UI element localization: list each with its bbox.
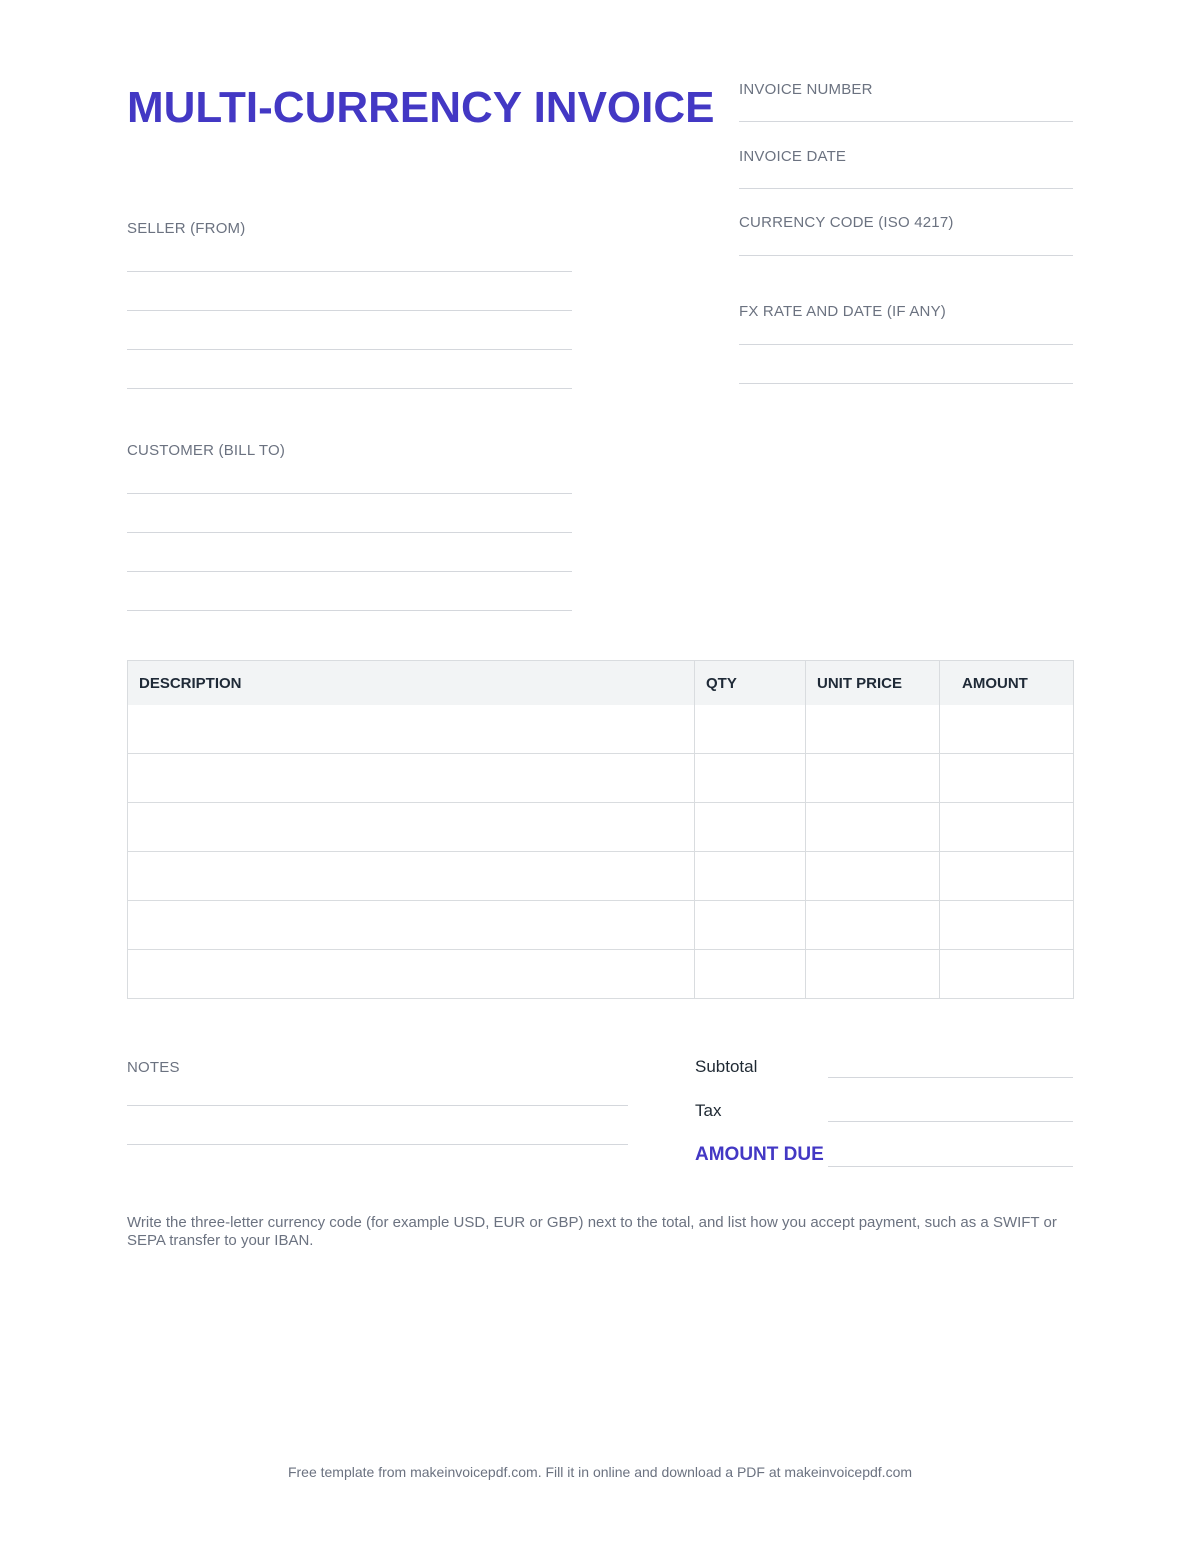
unit-price-cell[interactable] (806, 950, 940, 999)
table-header-row (128, 661, 1074, 706)
customer-field-line-2[interactable] (127, 532, 572, 533)
qty-cell[interactable] (695, 705, 806, 754)
qty-cell[interactable] (695, 754, 806, 803)
table-row (128, 705, 1074, 754)
amount-due-label: AMOUNT DUE (695, 1144, 824, 1165)
unit-price-cell[interactable] (806, 754, 940, 803)
fx-rate-field-line-2[interactable] (739, 383, 1073, 384)
fx-rate-field-line-1[interactable] (739, 344, 1073, 345)
line-items-table (127, 660, 1074, 999)
qty-cell[interactable] (695, 950, 806, 999)
table-row (128, 950, 1074, 999)
customer-field-line-3[interactable] (127, 571, 572, 572)
unit-price-cell[interactable] (806, 803, 940, 852)
amount-cell[interactable] (940, 754, 1074, 803)
amount-cell[interactable] (940, 950, 1074, 999)
seller-label: SELLER (FROM) (127, 220, 246, 237)
unit-price-cell[interactable] (806, 901, 940, 950)
amount-cell[interactable] (940, 901, 1074, 950)
qty-cell[interactable] (695, 852, 806, 901)
table-row (128, 803, 1074, 852)
column-header-amount: AMOUNT (940, 661, 1074, 706)
seller-field-line-2[interactable] (127, 310, 572, 311)
amount-due-field[interactable] (828, 1166, 1073, 1167)
seller-field-line-1[interactable] (127, 271, 572, 272)
invoice-date-label: INVOICE DATE (739, 148, 847, 165)
table-row (128, 754, 1074, 803)
amount-cell[interactable] (940, 705, 1074, 754)
payment-instructions: Write the three-letter currency code (for example USD, EUR or GBP) next to the total, and list how you accept payment, such as a SWIFT or SEPA transfer to your IBAN. (127, 1214, 1057, 1249)
column-header-qty: QTY (695, 661, 806, 706)
invoice-date-field[interactable] (739, 188, 1073, 189)
footer-text: Free template from makeinvoicepdf.com. Fill it in online and download a PDF at makeinvoicepdf.com (287, 1464, 913, 1480)
description-cell[interactable] (128, 705, 695, 754)
seller-field-line-3[interactable] (127, 349, 572, 350)
customer-field-line-1[interactable] (127, 493, 572, 494)
currency-code-label: CURRENCY CODE (ISO 4217) (739, 214, 954, 231)
description-cell[interactable] (128, 950, 695, 999)
table-row (128, 852, 1074, 901)
description-cell[interactable] (128, 852, 695, 901)
fx-rate-label: FX RATE AND DATE (IF ANY) (739, 303, 946, 320)
customer-label: CUSTOMER (BILL TO) (127, 442, 286, 459)
column-header-unit-price: UNIT PRICE (806, 661, 940, 706)
description-cell[interactable] (128, 803, 695, 852)
unit-price-cell[interactable] (806, 852, 940, 901)
unit-price-cell[interactable] (806, 705, 940, 754)
invoice-number-label: INVOICE NUMBER (739, 81, 873, 98)
seller-field-line-4[interactable] (127, 388, 572, 389)
description-cell[interactable] (128, 901, 695, 950)
qty-cell[interactable] (695, 803, 806, 852)
invoice-number-field[interactable] (739, 121, 1073, 122)
subtotal-label: Subtotal (695, 1057, 758, 1076)
notes-label: NOTES (127, 1059, 180, 1076)
amount-cell[interactable] (940, 852, 1074, 901)
column-header-description: DESCRIPTION (128, 661, 695, 706)
description-cell[interactable] (128, 754, 695, 803)
amount-cell[interactable] (940, 803, 1074, 852)
notes-field-line-1[interactable] (127, 1105, 628, 1106)
customer-field-line-4[interactable] (127, 610, 572, 611)
qty-cell[interactable] (695, 901, 806, 950)
tax-field[interactable] (828, 1121, 1073, 1122)
tax-label: Tax (695, 1101, 722, 1120)
notes-field-line-2[interactable] (127, 1144, 628, 1145)
table-row (128, 901, 1074, 950)
currency-code-field[interactable] (739, 255, 1073, 256)
subtotal-field[interactable] (828, 1077, 1073, 1078)
invoice-title: MULTI-CURRENCY INVOICE (127, 83, 715, 132)
